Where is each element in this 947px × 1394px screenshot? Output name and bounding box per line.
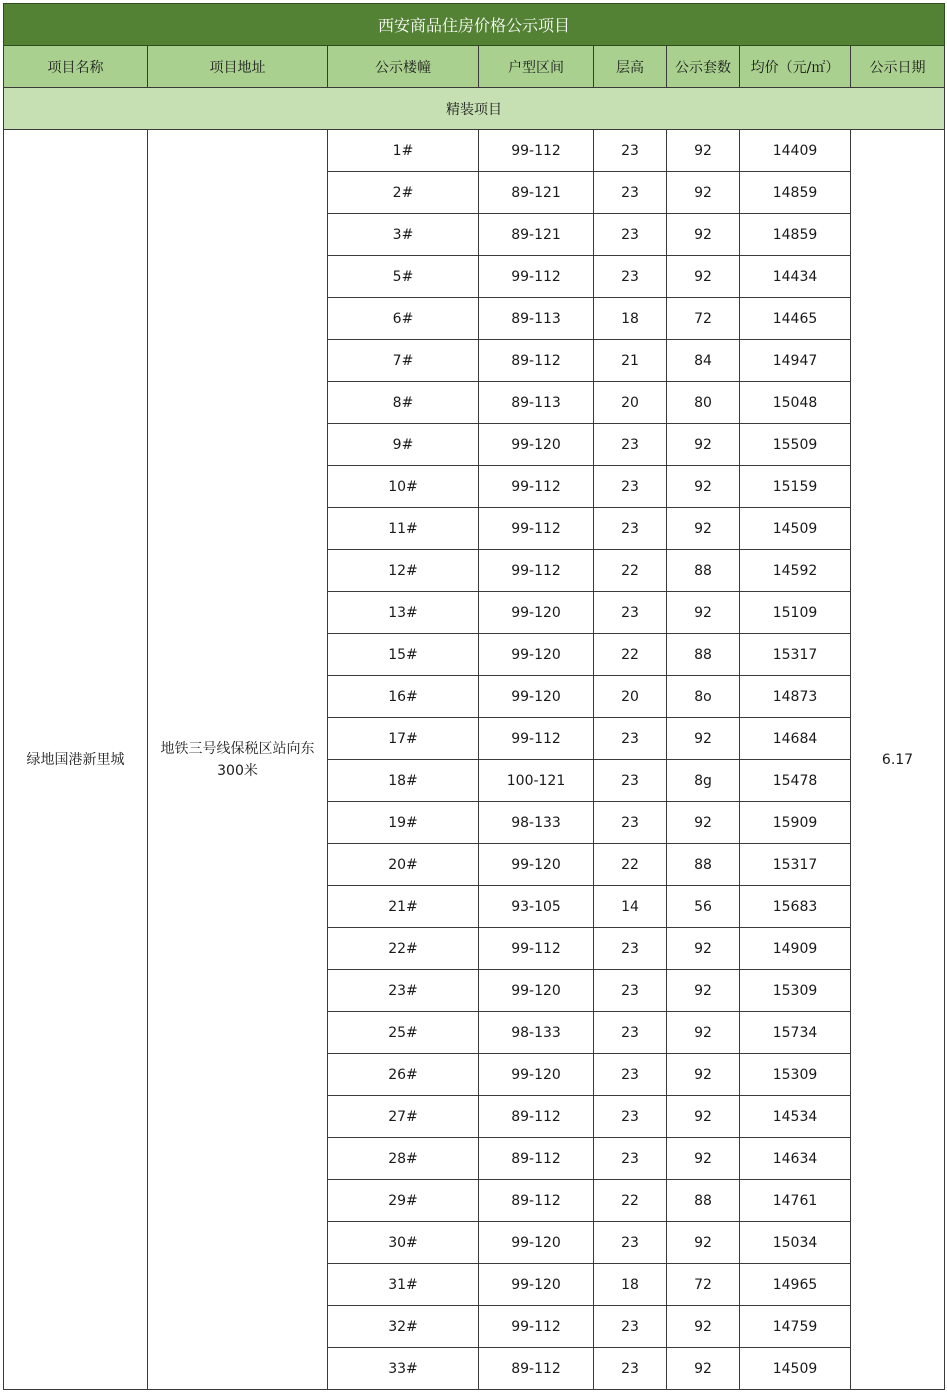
floors-cell: 22 (594, 550, 667, 592)
unit-count-cell: 92 (667, 466, 740, 508)
unit-range-cell: 89-121 (479, 214, 594, 256)
unit-count-cell: 92 (667, 424, 740, 466)
floors-cell: 23 (594, 130, 667, 172)
building-cell: 25# (328, 1012, 479, 1054)
unit-range-cell: 99-112 (479, 466, 594, 508)
floors-cell: 23 (594, 970, 667, 1012)
avg-price-cell: 14509 (740, 508, 851, 550)
avg-price-cell: 14965 (740, 1264, 851, 1306)
floors-cell: 23 (594, 508, 667, 550)
avg-price-cell: 14634 (740, 1138, 851, 1180)
building-cell: 32# (328, 1306, 479, 1348)
floors-cell: 18 (594, 1264, 667, 1306)
avg-price-cell: 15317 (740, 634, 851, 676)
unit-range-cell: 89-112 (479, 1138, 594, 1180)
header-unit-range: 户型区间 (479, 46, 594, 88)
unit-count-cell: 92 (667, 1054, 740, 1096)
header-unit-count: 公示套数 (667, 46, 740, 88)
unit-range-cell: 99-120 (479, 1264, 594, 1306)
unit-range-cell: 99-120 (479, 634, 594, 676)
unit-range-cell: 98-133 (479, 802, 594, 844)
avg-price-cell: 14759 (740, 1306, 851, 1348)
building-cell: 13# (328, 592, 479, 634)
unit-range-cell: 100-121 (479, 760, 594, 802)
section-row (4, 88, 945, 130)
floors-cell: 23 (594, 1012, 667, 1054)
unit-count-cell: 88 (667, 1180, 740, 1222)
floors-cell: 23 (594, 256, 667, 298)
date-cell: 6.17 (851, 130, 945, 1390)
unit-count-cell: 92 (667, 928, 740, 970)
building-cell: 27# (328, 1096, 479, 1138)
table-title: 西安商品住房价格公示项目 (4, 4, 945, 46)
floors-cell: 14 (594, 886, 667, 928)
avg-price-cell: 15734 (740, 1012, 851, 1054)
unit-count-cell: 88 (667, 550, 740, 592)
building-cell: 16# (328, 676, 479, 718)
avg-price-cell: 15109 (740, 592, 851, 634)
unit-count-cell: 8o (667, 676, 740, 718)
unit-count-cell: 80 (667, 382, 740, 424)
avg-price-cell: 15309 (740, 1054, 851, 1096)
unit-range-cell: 99-120 (479, 970, 594, 1012)
unit-range-cell: 89-113 (479, 382, 594, 424)
unit-count-cell: 92 (667, 1348, 740, 1390)
floors-cell: 23 (594, 928, 667, 970)
unit-count-cell: 8g (667, 760, 740, 802)
building-cell: 8# (328, 382, 479, 424)
floors-cell: 23 (594, 718, 667, 760)
table-row (4, 130, 945, 172)
title-row (4, 4, 945, 46)
unit-count-cell: 92 (667, 1096, 740, 1138)
building-cell: 22# (328, 928, 479, 970)
building-cell: 6# (328, 298, 479, 340)
avg-price-cell: 14761 (740, 1180, 851, 1222)
floors-cell: 21 (594, 340, 667, 382)
project-address-cell: 地铁三号线保税区站向东300米 (148, 130, 328, 1390)
avg-price-cell: 14859 (740, 172, 851, 214)
avg-price-cell: 14465 (740, 298, 851, 340)
building-cell: 7# (328, 340, 479, 382)
floors-cell: 23 (594, 424, 667, 466)
floors-cell: 23 (594, 1138, 667, 1180)
unit-count-cell: 92 (667, 802, 740, 844)
building-cell: 1# (328, 130, 479, 172)
section-label: 精装项目 (4, 88, 945, 130)
floors-cell: 23 (594, 1348, 667, 1390)
unit-range-cell: 93-105 (479, 886, 594, 928)
unit-count-cell: 92 (667, 592, 740, 634)
unit-range-cell: 89-113 (479, 298, 594, 340)
floors-cell: 23 (594, 1222, 667, 1264)
building-cell: 31# (328, 1264, 479, 1306)
unit-count-cell: 92 (667, 718, 740, 760)
unit-count-cell: 92 (667, 172, 740, 214)
avg-price-cell: 15909 (740, 802, 851, 844)
building-cell: 3# (328, 214, 479, 256)
unit-range-cell: 99-120 (479, 592, 594, 634)
unit-count-cell: 92 (667, 214, 740, 256)
unit-range-cell: 89-112 (479, 1180, 594, 1222)
avg-price-cell: 14434 (740, 256, 851, 298)
unit-count-cell: 92 (667, 130, 740, 172)
floors-cell: 22 (594, 1180, 667, 1222)
unit-range-cell: 98-133 (479, 1012, 594, 1054)
header-building: 公示楼幢 (328, 46, 479, 88)
unit-count-cell: 92 (667, 508, 740, 550)
header-avg-price: 均价（元/㎡） (740, 46, 851, 88)
unit-range-cell: 89-112 (479, 340, 594, 382)
unit-range-cell: 99-112 (479, 550, 594, 592)
building-cell: 30# (328, 1222, 479, 1264)
floors-cell: 23 (594, 172, 667, 214)
avg-price-cell: 14534 (740, 1096, 851, 1138)
unit-count-cell: 92 (667, 1138, 740, 1180)
header-project-address: 项目地址 (148, 46, 328, 88)
building-cell: 23# (328, 970, 479, 1012)
floors-cell: 23 (594, 1054, 667, 1096)
building-cell: 18# (328, 760, 479, 802)
header-date: 公示日期 (851, 46, 945, 88)
unit-range-cell: 99-112 (479, 256, 594, 298)
unit-range-cell: 99-120 (479, 1054, 594, 1096)
avg-price-cell: 15478 (740, 760, 851, 802)
building-cell: 9# (328, 424, 479, 466)
building-cell: 15# (328, 634, 479, 676)
floors-cell: 23 (594, 466, 667, 508)
building-cell: 28# (328, 1138, 479, 1180)
unit-count-cell: 92 (667, 970, 740, 1012)
building-cell: 19# (328, 802, 479, 844)
building-cell: 33# (328, 1348, 479, 1390)
building-cell: 5# (328, 256, 479, 298)
project-name-cell: 绿地国港新里城 (4, 130, 148, 1390)
unit-count-cell: 88 (667, 634, 740, 676)
unit-range-cell: 99-112 (479, 1306, 594, 1348)
floors-cell: 23 (594, 802, 667, 844)
unit-range-cell: 99-112 (479, 508, 594, 550)
floors-cell: 23 (594, 1306, 667, 1348)
avg-price-cell: 15317 (740, 844, 851, 886)
unit-count-cell: 56 (667, 886, 740, 928)
floors-cell: 18 (594, 298, 667, 340)
unit-count-cell: 92 (667, 1306, 740, 1348)
avg-price-cell: 14684 (740, 718, 851, 760)
unit-range-cell: 89-121 (479, 172, 594, 214)
unit-count-cell: 72 (667, 1264, 740, 1306)
unit-range-cell: 99-112 (479, 718, 594, 760)
floors-cell: 20 (594, 676, 667, 718)
floors-cell: 23 (594, 1096, 667, 1138)
unit-range-cell: 89-112 (479, 1096, 594, 1138)
avg-price-cell: 14859 (740, 214, 851, 256)
avg-price-cell: 14909 (740, 928, 851, 970)
unit-range-cell: 99-112 (479, 130, 594, 172)
building-cell: 29# (328, 1180, 479, 1222)
unit-range-cell: 99-120 (479, 424, 594, 466)
avg-price-cell: 14592 (740, 550, 851, 592)
header-project-name: 项目名称 (4, 46, 148, 88)
avg-price-cell: 14509 (740, 1348, 851, 1390)
building-cell: 20# (328, 844, 479, 886)
avg-price-cell: 15509 (740, 424, 851, 466)
avg-price-cell: 15048 (740, 382, 851, 424)
building-cell: 12# (328, 550, 479, 592)
avg-price-cell: 15683 (740, 886, 851, 928)
floors-cell: 23 (594, 760, 667, 802)
building-cell: 26# (328, 1054, 479, 1096)
building-cell: 10# (328, 466, 479, 508)
unit-count-cell: 92 (667, 1012, 740, 1054)
building-cell: 21# (328, 886, 479, 928)
avg-price-cell: 14947 (740, 340, 851, 382)
header-floors: 层高 (594, 46, 667, 88)
floors-cell: 22 (594, 634, 667, 676)
unit-count-cell: 92 (667, 256, 740, 298)
building-cell: 17# (328, 718, 479, 760)
avg-price-cell: 14873 (740, 676, 851, 718)
building-cell: 2# (328, 172, 479, 214)
unit-count-cell: 88 (667, 844, 740, 886)
unit-range-cell: 99-112 (479, 928, 594, 970)
floors-cell: 23 (594, 592, 667, 634)
building-cell: 11# (328, 508, 479, 550)
unit-count-cell: 72 (667, 298, 740, 340)
floors-cell: 23 (594, 214, 667, 256)
unit-range-cell: 99-120 (479, 844, 594, 886)
unit-range-cell: 99-120 (479, 676, 594, 718)
avg-price-cell: 15309 (740, 970, 851, 1012)
header-row (4, 46, 945, 88)
unit-range-cell: 99-120 (479, 1222, 594, 1264)
floors-cell: 20 (594, 382, 667, 424)
unit-count-cell: 84 (667, 340, 740, 382)
unit-range-cell: 89-112 (479, 1348, 594, 1390)
price-table (3, 3, 945, 1390)
unit-count-cell: 92 (667, 1222, 740, 1264)
avg-price-cell: 15159 (740, 466, 851, 508)
avg-price-cell: 14409 (740, 130, 851, 172)
floors-cell: 22 (594, 844, 667, 886)
avg-price-cell: 15034 (740, 1222, 851, 1264)
